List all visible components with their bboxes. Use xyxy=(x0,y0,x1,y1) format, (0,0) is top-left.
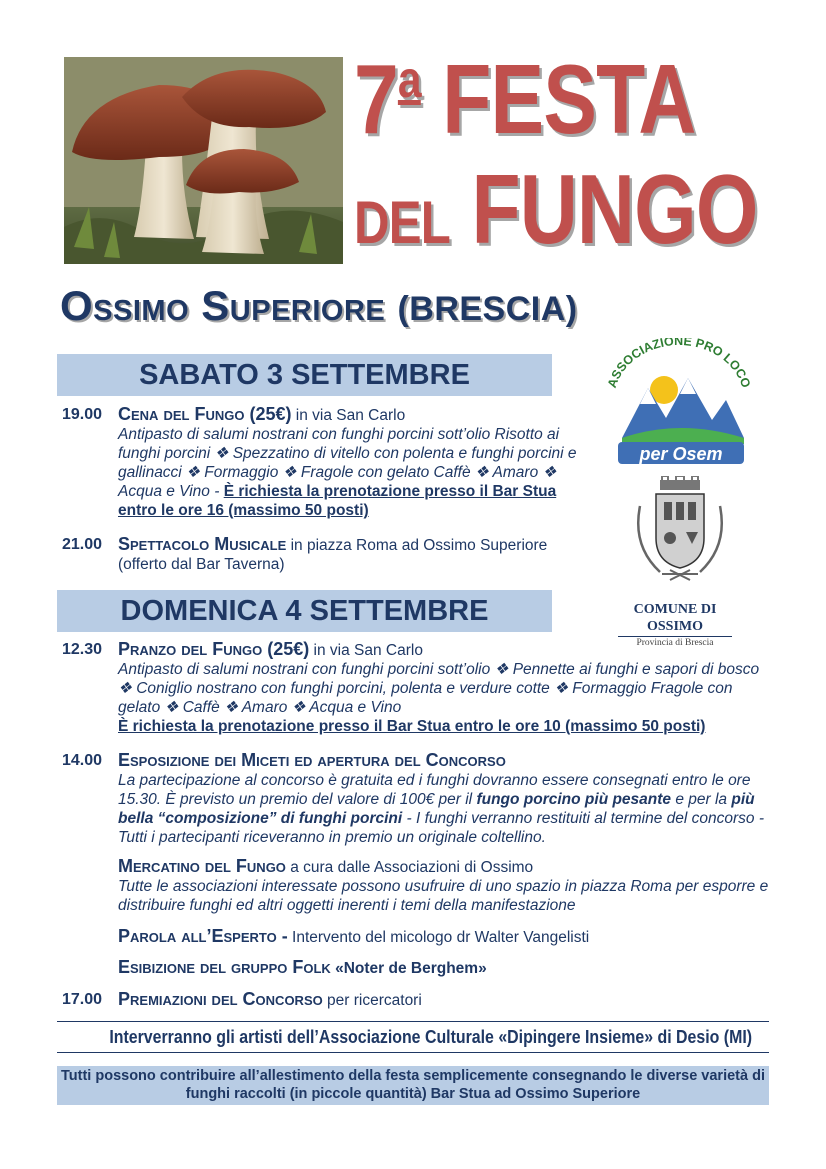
event-booking-note: È richiesta la prenotazione presso il Bar Stua entro le ore 16 (massimo 50 posti) xyxy=(118,483,557,519)
event-cena xyxy=(62,405,582,520)
mushroom-photo xyxy=(64,57,343,264)
event-esposizione xyxy=(62,751,772,847)
event-title: Parola all’Esperto - xyxy=(118,926,288,946)
event-description: Intervento del micologo dr Walter Vangelisti xyxy=(287,929,590,946)
title-number: 7 xyxy=(354,44,398,154)
event-time: 12.30 xyxy=(62,641,103,658)
event-time: 21.00 xyxy=(62,536,103,553)
event-description: per ricercatori xyxy=(322,992,422,1009)
event-mercatino xyxy=(62,857,772,915)
event-description: Tutte le associazioni interessate possono usufruire di uno spazio in piazza Roma per esporre e distribuire funghi ed altri oggetti inerenti i temi della manifestazione xyxy=(118,878,769,914)
title-del: DEL xyxy=(354,189,450,256)
day-banner-saturday: SABATO 3 SETTEMBRE xyxy=(57,354,552,396)
contribution-note: Tutti possono contribuire all’allestimento della festa semplicemente consegnando le diverse varietà di funghi raccolti (in piccole quantità) Bar Stua ad Ossimo Superiore xyxy=(57,1066,769,1105)
title-line-2 xyxy=(354,154,758,264)
contest-text-a: La partecipazione al concorso è gratuita ed i funghi dovranno essere consegnati entro le ore 15.30. È previsto un premio del valore di 100€ per il xyxy=(118,772,751,808)
event-location: in via San Carlo xyxy=(309,642,423,659)
event-time: 14.00 xyxy=(62,752,103,769)
event-esibizione xyxy=(62,958,772,978)
event-pranzo xyxy=(62,640,772,736)
location-name: Ossimo Superiore xyxy=(60,282,386,329)
event-parola-esperto xyxy=(62,927,772,947)
event-title: Esibizione del gruppo Folk xyxy=(118,957,331,977)
artists-note-text: Interverranno gli artisti dell’Associazione Culturale «Dipingere Insieme» di Desio (MI) xyxy=(109,1026,753,1047)
event-booking-note: È richiesta la prenotazione presso il Bar Stua entro le ore 10 (massimo 50 posti) xyxy=(118,718,706,735)
event-premiazioni xyxy=(62,990,772,1010)
event-title: Mercatino del Fungo xyxy=(118,856,286,876)
comune-coat-of-arms xyxy=(620,476,740,591)
svg-text:ASSOCIAZIONE PRO LOCO xyxy=(605,338,753,390)
event-group-name: «Noter de Berghem» xyxy=(330,960,487,977)
comune-line-1: COMUNE DI xyxy=(633,602,717,617)
title-festa: FESTA xyxy=(442,44,696,154)
contest-prize-heaviest: fungo porcino più pesante xyxy=(476,791,672,808)
pro-loco-arc-text: ASSOCIAZIONE PRO LOCO xyxy=(604,338,754,390)
title-ordinal: a xyxy=(397,51,421,109)
artists-note xyxy=(57,1021,769,1053)
contest-text-e: - I funghi verranno restituiti al termine del concorso - Tutti i partecipanti riceveranno in premio un originale coltellino. xyxy=(118,810,765,846)
comune-line-2: OSSIMO xyxy=(618,618,732,637)
event-title: Cena del Fungo (25€) xyxy=(118,404,292,424)
event-location: in piazza Roma ad Ossimo Superiore (offerto dal Bar Taverna) xyxy=(118,537,548,573)
event-time: 17.00 xyxy=(62,991,103,1008)
location-heading xyxy=(60,282,578,330)
event-title: Pranzo del Fungo (25€) xyxy=(118,639,310,659)
day-banner-sunday: DOMENICA 4 SETTEMBRE xyxy=(57,590,552,632)
event-location: in via San Carlo xyxy=(291,407,406,424)
event-title: Spettacolo Musicale xyxy=(118,534,287,554)
event-title: Premiazioni del Concorso xyxy=(118,989,323,1009)
location-province: (BRESCIA) xyxy=(397,290,578,328)
event-location: a cura dalle Associazioni di Ossimo xyxy=(285,859,534,876)
event-title: Esposizione dei Miceti ed apertura del Concorso xyxy=(118,750,506,770)
pro-loco-logo xyxy=(600,338,758,470)
event-menu: Antipasto di salumi nostrani con funghi porcini sott’olio Risotto ai funghi porcini ❖ Spezzatino di vitello con polenta e funghi porcini e gallinacci ❖ Formaggio ❖ Fragole con gelato Caffè ❖ Amaro ❖ Acqua e Vino - xyxy=(118,426,577,500)
contest-text-c: e per la xyxy=(671,791,732,808)
event-spettacolo xyxy=(62,535,582,574)
comune-province: Provincia di Brescia xyxy=(636,638,714,648)
event-time: 19.00 xyxy=(62,406,103,423)
title-line-1 xyxy=(354,44,696,154)
event-menu: Antipasto di salumi nostrani con funghi porcini sott’olio ❖ Pennette ai funghi e sapori di bosco ❖ Coniglio nostrano con funghi porcini, polenta e verdure cotte ❖ Formaggio Fragole con gelato ❖ Caffè ❖ Amaro ❖ Acqua e Vino xyxy=(118,661,760,716)
pro-loco-subtitle: per Osem xyxy=(639,444,723,464)
contest-prize-composition: più bella “composizione” di funghi porcini xyxy=(118,791,755,827)
title-fungo: FUNGO xyxy=(471,154,758,264)
